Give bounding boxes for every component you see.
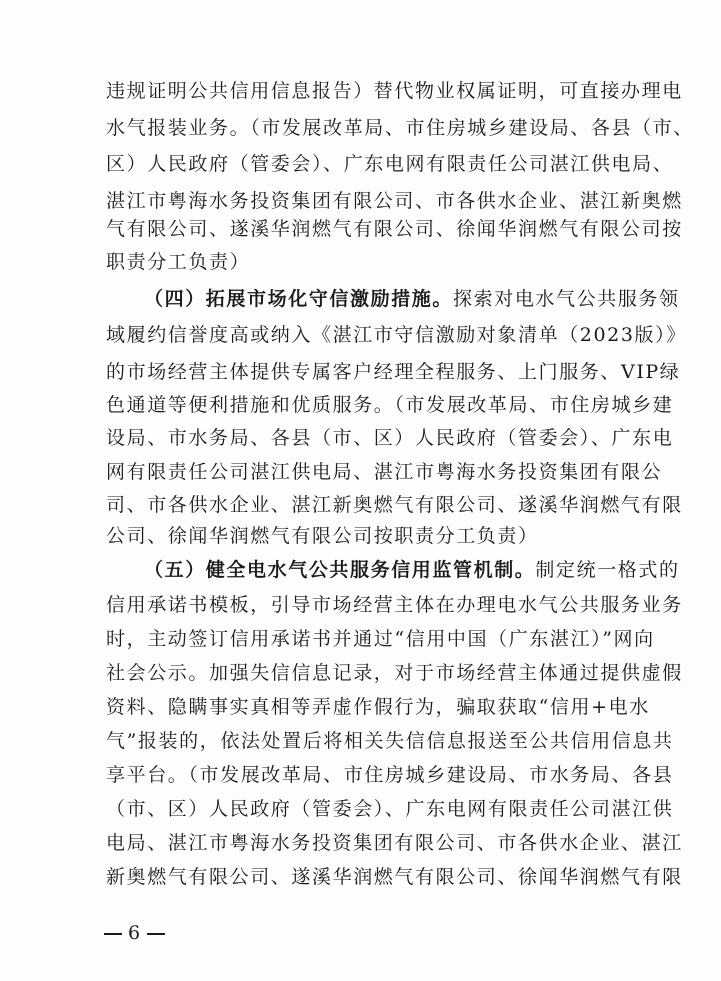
text-line: 气”报装的，依法处置后将相关失信信息报送至公共信用信息共 [106,730,674,752]
text-span: 探索对电水气公共服务领 [453,288,680,310]
section-heading-4: （四）拓展市场化守信激励措施。 [144,288,454,310]
text-line: 区）人民政府（管委会）、广东电网有限责任公司湛江供电局、 [106,153,674,175]
text-line: 享平台。（市发展改革局、市住房城乡建设局、市水务局、各县 [106,764,674,786]
text-line: 域履约信誉度高或纳入《湛江市守信激励对象清单（2023版）》 [106,324,687,346]
text-line: 时，主动签订信用承诺书并通过“信用中国（广东湛江）”网向 [106,628,655,650]
text-line: 公司、徐闻华润燃气有限公司按职责分工负责） [106,525,539,547]
paragraph-first-line [144,553,680,587]
text-line: 职责分工负责） [106,251,251,273]
page-number: 6 [128,922,142,944]
text-line: 资料、隐瞒事实真相等弄虚作假行为，骗取获取“信用+电水 [106,696,650,718]
paragraph-first-line [144,282,680,316]
text-line: 网有限责任公司湛江供电局、湛江市粤海水务投资集团有限公 [106,461,663,483]
text-span: 制定统一格式的 [535,559,680,581]
text-line: 信用承诺书模板，引导市场经营主体在办理电水气公共服务业务 [106,594,683,616]
page-number-footer [98,918,171,948]
text-line: 设局、市水务局、各县（市、区）人民政府（管委会）、广东电 [106,427,674,449]
section-heading-5: （五）健全电水气公共服务信用监管机制。 [144,559,536,581]
text-line: 司、市各供水企业、湛江新奥燃气有限公司、遂溪华润燃气有限 [106,494,683,516]
dash-left [104,933,122,935]
text-line: 违规证明公共信用信息报告）替代物业权属证明，可直接办理电 [106,80,683,102]
text-line: 湛江市粤海水务投资集团有限公司、市各供水企业、湛江新奥燃 [106,190,683,212]
text-line: 社会公示。加强失信信息记录，对于市场经营主体通过提供虚假 [106,662,683,684]
text-line: （市、区）人民政府（管委会）、广东电网有限责任公司湛江供 [106,798,674,820]
text-line: 色通道等便利措施和优质服务。（市发展改革局、市住房城乡建 [106,394,674,416]
text-line: 水气报装业务。（市发展改革局、市住房城乡建设局、各县（市、 [106,117,694,139]
text-line: 气有限公司、遂溪华润燃气有限公司、徐闻华润燃气有限公司按 [106,218,683,240]
text-line: 的市场经营主体提供专属客户经理全程服务、上门服务、VIP绿 [106,361,681,383]
text-line: 电局、湛江市粤海水务投资集团有限公司、市各供水企业、湛江 [106,832,683,854]
dash-right [147,933,165,935]
text-line: 新奥燃气有限公司、遂溪华润燃气有限公司、徐闻华润燃气有限 [106,866,683,888]
